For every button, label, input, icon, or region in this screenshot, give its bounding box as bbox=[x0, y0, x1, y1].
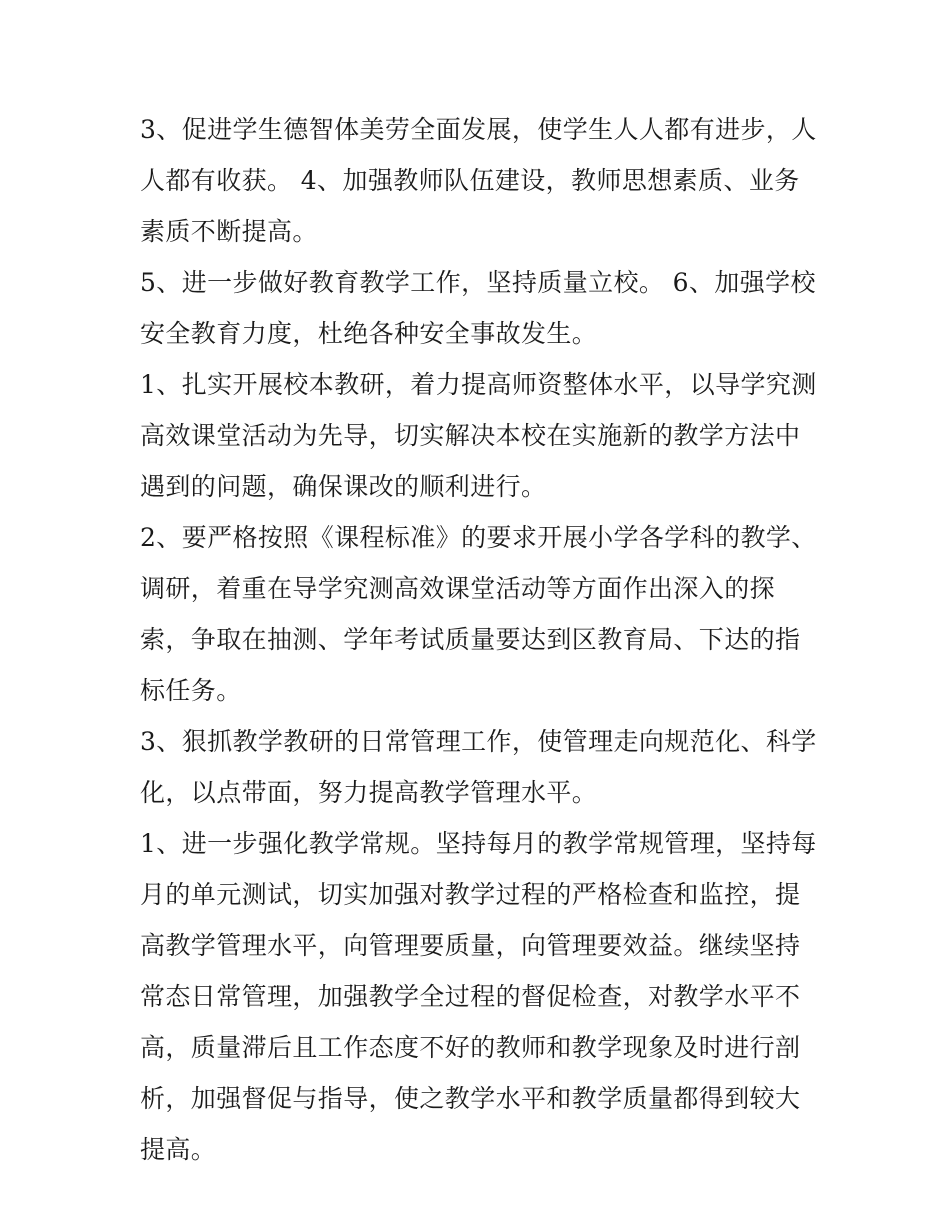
paragraph: 1、进一步强化教学常规。坚持每月的教学常规管理，坚持每月的单元测试，切实加强对教学过程的严格检查和监控，提高教学管理水平，向管理要质量，向管理要效益。继续坚持常态日常管理，加强教学全过程的督促检查，对教学水平不高，质量滞后且工作态度不好的教师和教学现象及时进行剖析，加强督促与指导，使之教学水平和教学质量都得到较大提高。 bbox=[140, 829, 817, 1164]
document-body bbox=[140, 104, 820, 1175]
paragraph: 1、扎实开展校本教研，着力提高师资整体水平，以导学究测高效课堂活动为先导，切实解决本校在实施新的教学方法中遇到的问题，确保课改的顺利进行。 bbox=[140, 370, 817, 501]
paragraph: 2、要严格按照《课程标准》的要求开展小学各学科的教学、调研，着重在导学究测高效课堂活动等方面作出深入的探索，争取在抽测、学年考试质量要达到区教育局、下达的指标任务。 bbox=[140, 523, 817, 705]
paragraph: 5、进一步做好教育教学工作，坚持质量立校。 6、加强学校安全教育力度，杜绝各种安全事故发生。 bbox=[140, 268, 816, 348]
paragraph: 3、促进学生德智体美劳全面发展，使学生人人都有进步，人人都有收获。 4、加强教师队伍建设，教师思想素质、业务素质不断提高。 bbox=[140, 115, 817, 246]
paragraph: 3、狠抓教学教研的日常管理工作，使管理走向规范化、科学化，以点带面，努力提高教学管理水平。 bbox=[140, 727, 817, 807]
